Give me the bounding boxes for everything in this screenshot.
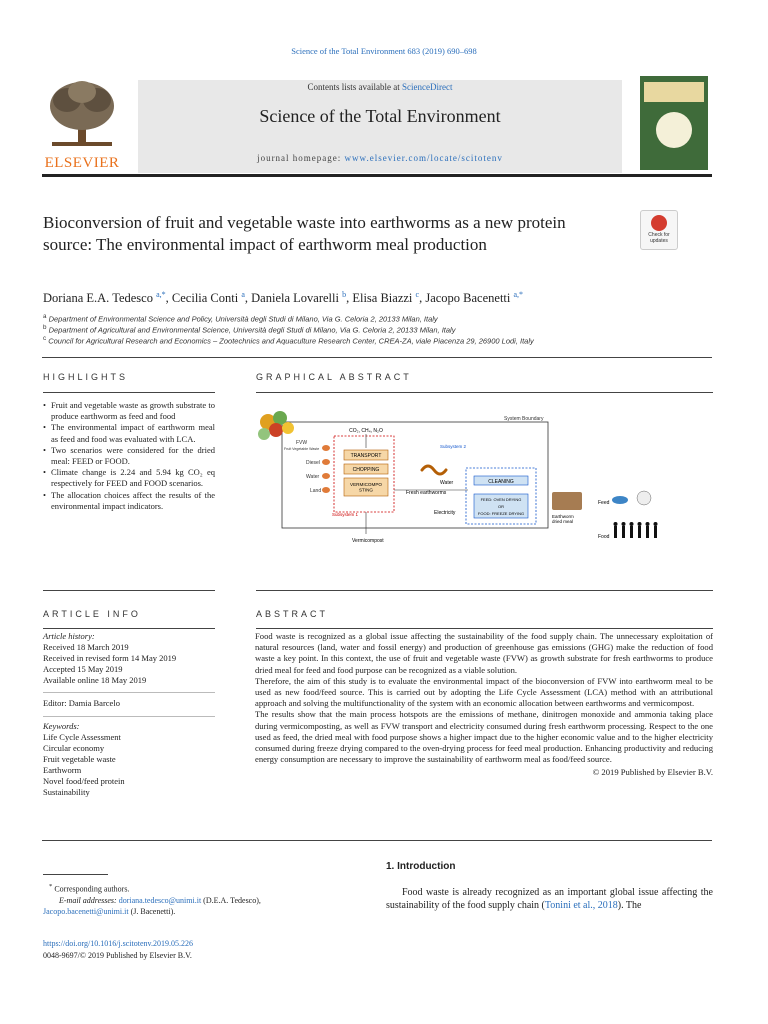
highlights-bottom-rule [43,590,215,591]
graphical-abstract-rule [256,392,713,393]
introduction-heading: 1. Introduction [386,861,456,872]
food-freeze-label: FOOD: FREEZE DRYING [477,511,525,516]
author[interactable]: Daniela Lovarelli $^b$ [251,290,347,306]
citation-link[interactable]: Tonini et al., 2018 [544,900,618,911]
keywords-label: Keywords: [43,721,80,731]
chopping-label: CHOPPING [352,467,380,473]
people-icon [614,522,658,538]
fresh-earthworms-label: Fresh earthworms [406,490,447,496]
keywords [43,721,215,798]
subsystem2-label: Subsystem 2 [440,444,467,449]
homepage-line [138,153,622,163]
keyword: Circular economy [43,743,105,753]
journal-title: Science of the Total Environment [259,106,501,126]
animals-icon [612,491,651,505]
emissions-label: CO₂, CH₄, N₂O [349,428,383,434]
feed-label: Feed [598,500,610,506]
section-rule [42,357,712,358]
journal-cover[interactable] [640,76,708,170]
contents-line [138,82,622,92]
corresponding-footnote: * Corresponding authors. E-mail addresses: doriana.tedesco@unimi.it (D.E.A. Tedesco), Jacopo.bacenetti@unimi.it (J. Bacenetti). [43,883,261,916]
highlight-item: • Climate change is 2.24 and 5.94 kg CO₂ eq respectively for FEED and FOOD scenarios. [43,467,215,489]
article-info-heading: ARTICLE INFO [43,609,141,619]
article-info-divider [43,692,215,693]
abstract-paragraph: Therefore, the aim of this study is to evaluate the environmental impact of the bioconversion of FVW into earthworm meal to be used as new food/feed source. This is carried out by adopting the Life Cycle Assessment (LCA) method with an attributional approach and solving the multifunctionality of the system with an economic allocation between earthworms and vermicompost. [255,675,713,709]
earthworm-icon [422,466,446,474]
publisher-name: ELSEVIER [44,155,120,171]
history-label: Article history: [43,631,95,641]
email-link[interactable]: Jacopo.bacenetti@unimi.it [43,906,129,916]
feed-oven-label: FEED: OVEN DRYING [480,497,522,502]
doi-link[interactable]: https://doi.org/10.1016/j.scitotenv.2019.05.226 [43,939,193,948]
highlights-heading: HIGHLIGHTS [43,372,129,382]
history-item: Received 18 March 2019 [43,642,129,652]
vermicompost-label: Vermicompost [352,538,384,544]
article-title: Bioconversion of fruit and vegetable waste into earthworms as a new protein source: The environmental impact of earthworm meal production [43,213,566,254]
graphical-abstract-bottom-rule [256,590,713,591]
keyword: Life Cycle Assessment [43,732,121,742]
fvw-label: FVW [296,440,308,446]
land-label: Land [310,488,322,494]
highlight-item: • The allocation choices affect the results of the environmental impact indicators. [43,490,215,512]
article-info-rule [43,628,215,629]
issn-line: 0048-9697/© 2019 Published by Elsevier B.V. [43,951,192,960]
transport-label: TRANSPORT [350,453,382,459]
author[interactable]: Doriana E.A. Tedesco $^{a,*}$ [43,290,166,306]
header-rule [42,174,712,177]
check-updates-label: Check for updates [648,232,670,244]
author-list: Doriana E.A. Tedesco $^{a,*}$, Cecilia Conti $^a$, Daniela Lovarelli $^b$, Elisa Biazzi $^c$, Jacopo Bacenetti $^{a,*}$ [43,290,524,306]
highlight-item: • The environmental impact of earthworm meal as feed and food was evaluated with LCA. [43,422,215,444]
cleaning-label: CLEANING [488,479,514,485]
keyword: Fruit vegetable waste [43,754,116,764]
meal-image [552,492,582,510]
affiliation: $^c$ Council for Agricultural Research and Economics – Zootechnics and Aquaculture Research Center, CREA-ZA, viale Piacenza 29, 26900 Lodi, Italy [43,335,534,346]
system-boundary-label: System Boundary [504,416,544,422]
elsevier-logo[interactable] [42,78,122,171]
electricity-label: Electricity [434,510,456,516]
abstract-rule [256,628,713,629]
graphical-abstract-figure [254,404,674,552]
or-label: OR [498,504,504,509]
editor-line: Editor: Damia Barcelo [43,698,120,708]
highlight-item: • Two scenarios were considered for the dried meal: FEED or FOOD. [43,445,215,467]
copyright: © 2019 Published by Elsevier B.V. [592,767,713,778]
contents-prefix: Contents lists available at [307,82,402,92]
tree-icon [42,78,122,150]
abstract-bottom-rule [42,840,712,841]
history-item: Available online 18 May 2019 [43,675,147,685]
input-markers [322,445,330,493]
author[interactable]: Elisa Biazzi $^c$ [352,290,420,306]
graphical-abstract-heading: GRAPHICAL ABSTRACT [256,372,412,382]
check-updates-badge[interactable] [640,210,678,250]
article-info-divider [43,716,215,717]
footnote-rule [43,874,108,875]
earthworm-meal-label: Earthworm dried meal [552,514,574,524]
vegetables-icon [258,411,294,440]
keyword: Novel food/feed protein [43,776,125,786]
food-label: Food [598,534,610,540]
keyword: Earthworm [43,765,82,775]
history-item: Accepted 15 May 2019 [43,664,123,674]
check-updates-icon [651,215,667,231]
vermicomposting-label: VERMICOMPO STING [350,482,382,493]
highlights-list [43,400,215,512]
article-history [43,631,215,686]
journal-reference[interactable]: Science of the Total Environment 683 (2019) 690–698 [291,46,477,56]
author[interactable]: Cecilia Conti $^a$ [171,290,245,306]
introduction-text: Food waste is already recognized as an important global issue affecting the sustainability of the food supply chain (Tonini et al., 2018). The [386,887,713,911]
affiliation: $^b$ Department of Agricultural and Environmental Science, Università degli Studi di Milano, Via G. Celoria 2, 20133 Milan, Italy [43,324,456,335]
abstract-paragraph: Food waste is recognized as a global issue affecting the sustainability of the food supply chain. The unnecessary exploitation of natural resources (land, water and fossil energy) and production of greenhouse gas emissions (GHG) make the reduction of food waste a key point. In this context, the use of fruit and vegetable waste (FVW) as growth substrate for fresh earthworms to produce dried meal for feed and food purpose can be recognized as a viable solution. [255,631,713,675]
keyword: Sustainability [43,787,90,797]
history-item: Received in revised form 14 May 2019 [43,653,177,663]
subsystem1-label: Subsystem 1 [332,512,359,517]
cover-title-band [644,82,704,102]
affiliation: $^a$ Department of Environmental Science and Policy, Università degli Studi di Milano, Via G. Celoria 2, 20133 Milan, Italy [43,313,438,324]
fvw-sublabel: Fruit Vegetable Waste [284,447,320,451]
abstract-body [255,631,713,779]
email-link[interactable]: doriana.tedesco@unimi.it [118,895,202,905]
abstract-heading: ABSTRACT [256,609,329,619]
sciencedirect-link[interactable]: ScienceDirect [402,82,453,92]
homepage-prefix: journal homepage: [257,153,345,163]
author[interactable]: Jacopo Bacenetti $^{a,*}$ [425,290,524,306]
cover-flower-icon [656,112,692,148]
abstract-paragraph: The results show that the main process hotspots are the emissions of methane, dinitrogen monoxide and ammonia taking place during vermicomposting, as well as FVW transport and electricity consumed during fresh earthworm processing. Respect to the one used as feed, the dried meal with food purpose shows a higher impact due to the higher economic value and to the higher electricity consumed during freeze drying compared to the oven-drying process for feed meal production. Enhancing productivity and reducing energy consumption are necessary to improve the sustainability of earthworm meal as food/feed source. [255,709,713,765]
water-label: Water [306,474,320,480]
diesel-label: Diesel [306,460,320,466]
highlight-item: • Fruit and vegetable waste as growth substrate to produce earthworm as feed and food [43,400,215,422]
water2-label: Water [440,480,454,486]
highlights-rule [43,392,215,393]
homepage-link[interactable]: www.elsevier.com/locate/scitotenv [344,153,503,163]
